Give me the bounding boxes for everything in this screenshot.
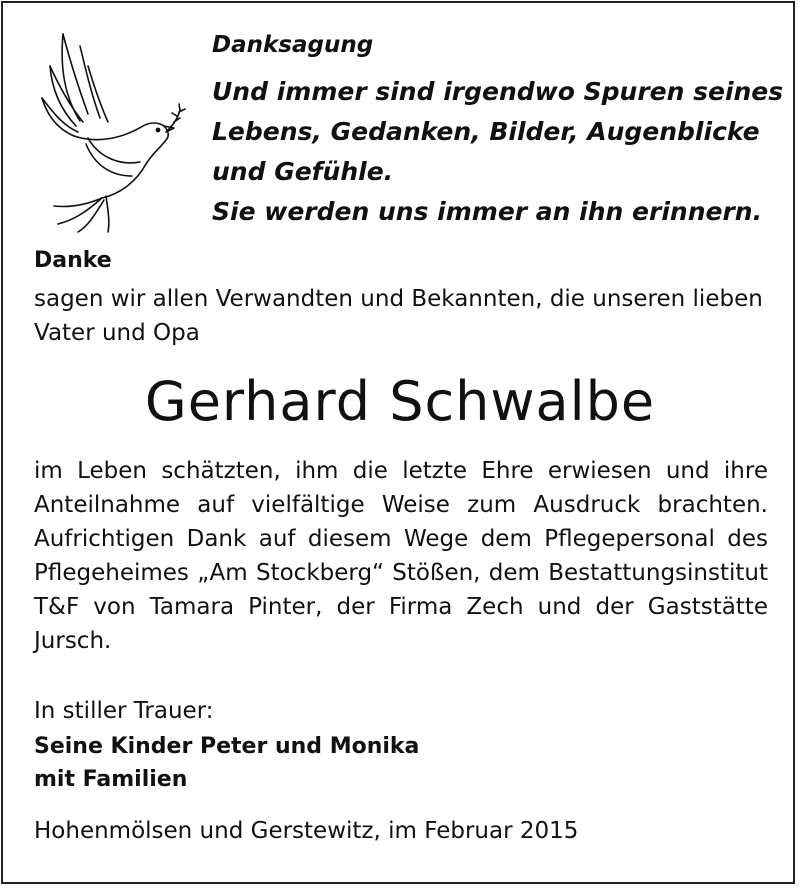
poem-line: und Gefühle. [212,157,394,186]
deceased-name: Gerhard Schwalbe [144,370,656,433]
poem-line: Und immer sind irgendwo Spuren seines [212,77,784,106]
poem-line: Sie werden uns immer an ihn erinnern. [212,197,763,226]
signer-line: mit Familien [34,767,188,792]
poem-heading: Danksagung [212,32,374,58]
closing-label: In stiller Trauer: [34,698,214,724]
thanks-main-text: im Leben schätzten, ihm die letzte Ehre erwiesen und ihre Anteilnahme auf vielfältige Weise zum Ausdruck brachten. Aufrichtigen Dank auf diesem Wege dem Pflegepersonal des Pflegeheimes „Am Stockberg“ Stößen, dem Bestattungsinstitut T&F von Tamara Pinter, der Firma Zech und der Gaststätte Jursch. [34,458,768,654]
place-date: Hohenmölsen und Gerstewitz, im Februar 2015 [34,818,579,844]
poem-block [212,28,782,232]
poem-line: Lebens, Gedanken, Bilder, Augenblicke [212,117,760,146]
thanks-label: Danke [34,248,112,273]
thanks-intro: sagen wir allen Verwandten und Bekannten, die unseren lieben Vater und Opa [34,286,763,346]
signer-line: Seine Kinder Peter und Monika [34,734,420,759]
dove-icon [28,26,188,236]
